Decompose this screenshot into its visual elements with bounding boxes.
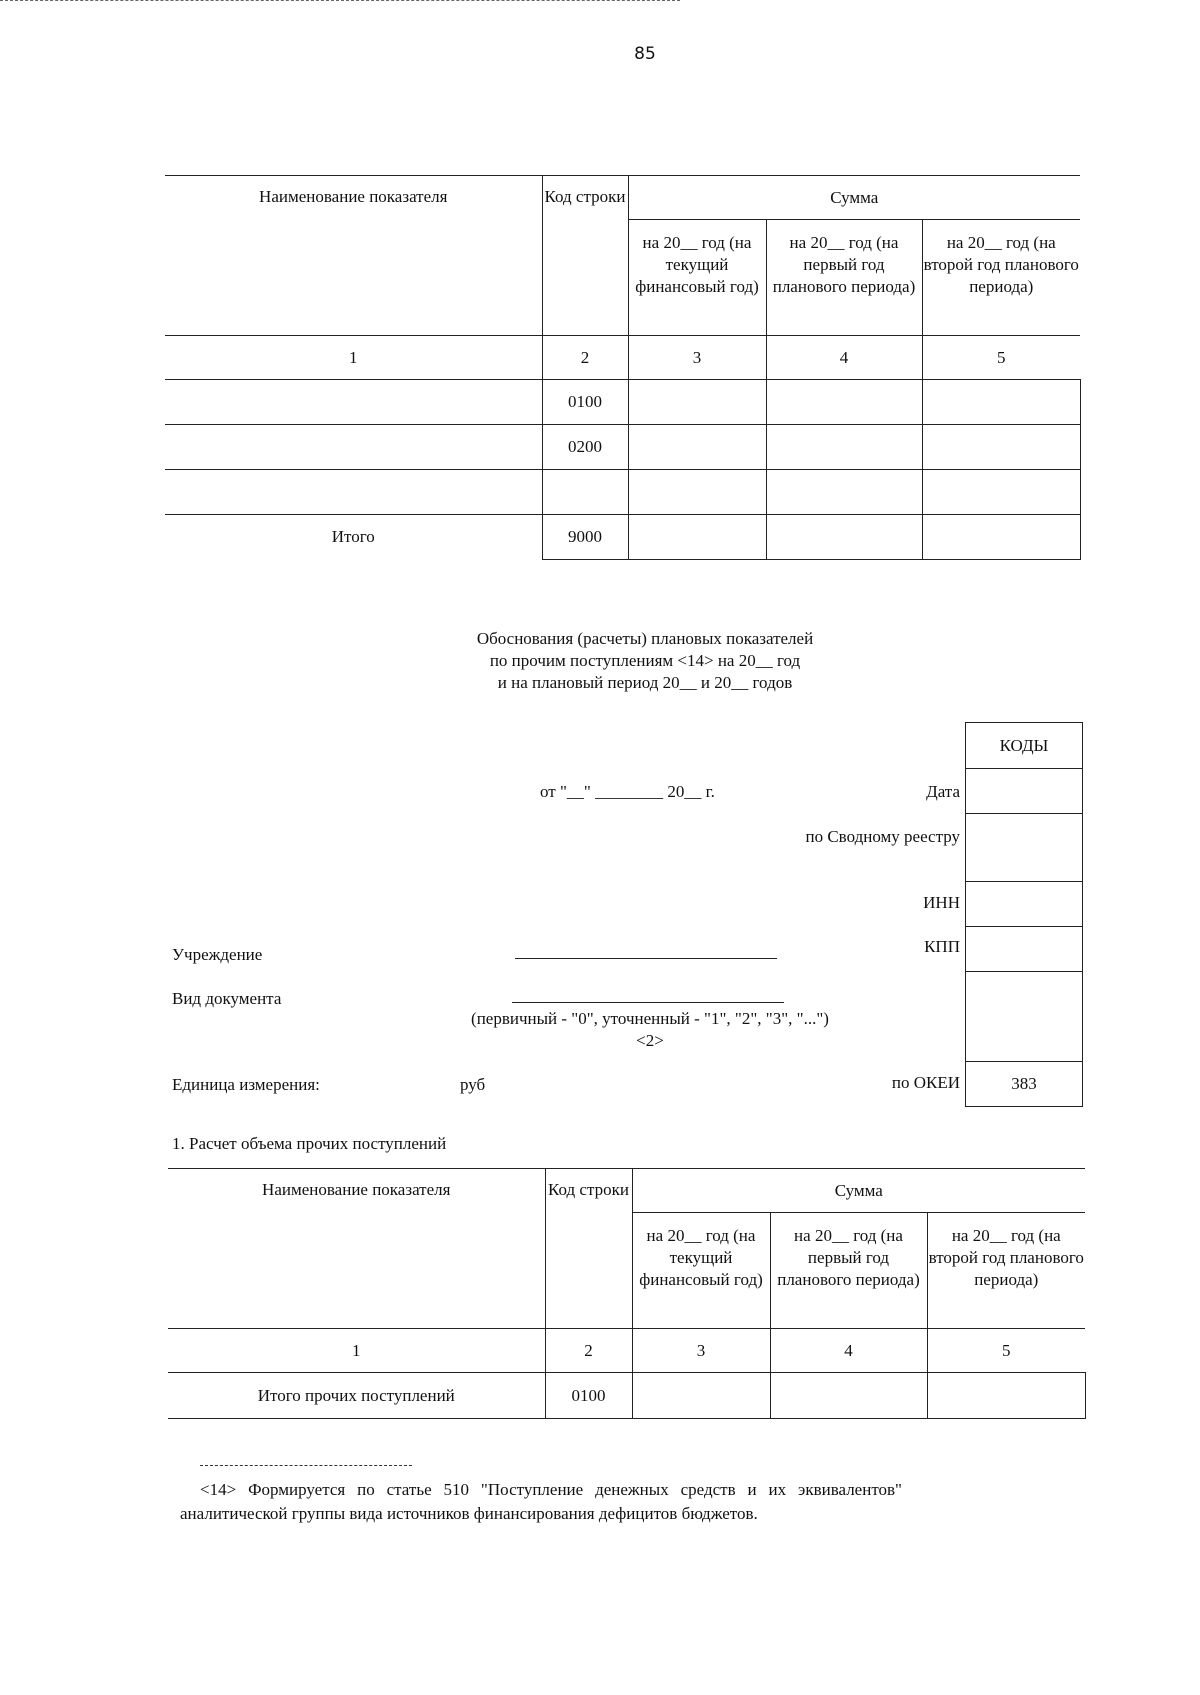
colnum-4: 4 (766, 336, 922, 380)
header-name: Наименование показателя (168, 1169, 545, 1329)
doc-type-label: Вид документа (172, 989, 282, 1008)
header-col5: на 20__ год (на второй год планового периода) (922, 220, 1080, 336)
okei-code-cell: 383 (966, 1062, 1083, 1107)
unit-value: руб (460, 1075, 486, 1094)
row-cell (628, 470, 766, 515)
inn-code-cell (966, 882, 1083, 927)
institution-field-line (515, 958, 777, 959)
header-col4: на 20__ год (на первый год планового периода) (770, 1213, 927, 1329)
codes-header: КОДЫ (966, 723, 1083, 769)
unit-label: Единица измерения: (172, 1075, 320, 1094)
section-1-title: 1. Расчет объема прочих поступлений (172, 1134, 447, 1153)
colnum-3: 3 (628, 336, 766, 380)
header-code: Код строки (542, 176, 628, 336)
document-title (360, 628, 930, 694)
table-2 (168, 1168, 1086, 1419)
row-cell (770, 1373, 927, 1419)
doctype-code-cell (966, 972, 1083, 1062)
table-row (168, 1373, 1085, 1419)
header-col4: на 20__ год (на первый год планового периода) (766, 220, 922, 336)
date-label: Дата (926, 782, 960, 801)
row-cell (766, 470, 922, 515)
header-sum: Сумма (628, 176, 1080, 220)
footnote-separator (200, 1465, 412, 1466)
row-cell (922, 425, 1080, 470)
table-1 (165, 175, 1081, 560)
table-row (165, 380, 1080, 425)
row-cell (766, 515, 922, 560)
table-row (165, 425, 1080, 470)
doc-type-hint: (первичный - "0", уточненный - "1", "2", "3", "...") <2> (471, 1009, 829, 1050)
top-dashed-line (0, 0, 680, 1)
row-code: 0200 (542, 425, 628, 470)
register-label: по Сводному реестру (805, 827, 960, 846)
row-cell (628, 425, 766, 470)
okei-label: по ОКЕИ (891, 1073, 960, 1092)
colnum-1: 1 (165, 336, 542, 380)
register-code-cell (966, 814, 1083, 882)
row-cell (766, 425, 922, 470)
institution-label: Учреждение (172, 945, 263, 964)
header-col3: на 20__ год (на текущий финансовый год) (632, 1213, 770, 1329)
colnum-2: 2 (542, 336, 628, 380)
inn-label: ИНН (923, 893, 960, 912)
colnum-5: 5 (927, 1329, 1085, 1373)
colnum-5: 5 (922, 336, 1080, 380)
title-line-1: Обоснования (расчеты) плановых показателей (476, 629, 814, 648)
table-row (165, 470, 1080, 515)
total-other-label: Итого прочих поступлений (168, 1373, 545, 1419)
title-line-2: по прочим поступлениям <14> на 20__ год (489, 651, 801, 670)
colnum-1: 1 (168, 1329, 545, 1373)
colnum-2: 2 (545, 1329, 632, 1373)
row-code (542, 470, 628, 515)
title-line-3: и на плановый период 20__ и 20__ годов (497, 673, 793, 692)
row-cell (632, 1373, 770, 1419)
date-code-cell (966, 769, 1083, 814)
header-code: Код строки (545, 1169, 632, 1329)
kpp-label: КПП (924, 937, 960, 956)
total-other-code: 0100 (545, 1373, 632, 1419)
table-row (165, 515, 1080, 560)
header-col3: на 20__ год (на текущий финансовый год) (628, 220, 766, 336)
footnote-14: <14> Формируется по статье 510 "Поступление денежных средств и их эквивалентов" аналитической группы вида источников финансирования дефицитов бюджетов. (180, 1480, 902, 1523)
row-code: 0100 (542, 380, 628, 425)
header-name: Наименование показателя (165, 176, 542, 336)
row-cell (922, 470, 1080, 515)
codes-table (965, 722, 1083, 1107)
row-cell (927, 1373, 1085, 1419)
colnum-3: 3 (632, 1329, 770, 1373)
row-cell (766, 380, 922, 425)
page-number: 85 (634, 44, 656, 64)
row-cell (922, 515, 1080, 560)
header-sum: Сумма (632, 1169, 1085, 1213)
total-label: Итого (165, 515, 542, 560)
row-cell (628, 380, 766, 425)
row-cell (628, 515, 766, 560)
row-name (165, 425, 542, 470)
row-name (165, 380, 542, 425)
doc-type-field-line (512, 1002, 784, 1003)
row-cell (922, 380, 1080, 425)
kpp-code-cell (966, 927, 1083, 972)
header-col5: на 20__ год (на второй год планового периода) (927, 1213, 1085, 1329)
colnum-4: 4 (770, 1329, 927, 1373)
row-name (165, 470, 542, 515)
total-code: 9000 (542, 515, 628, 560)
date-line: от "__" ________ 20__ г. (540, 782, 715, 801)
